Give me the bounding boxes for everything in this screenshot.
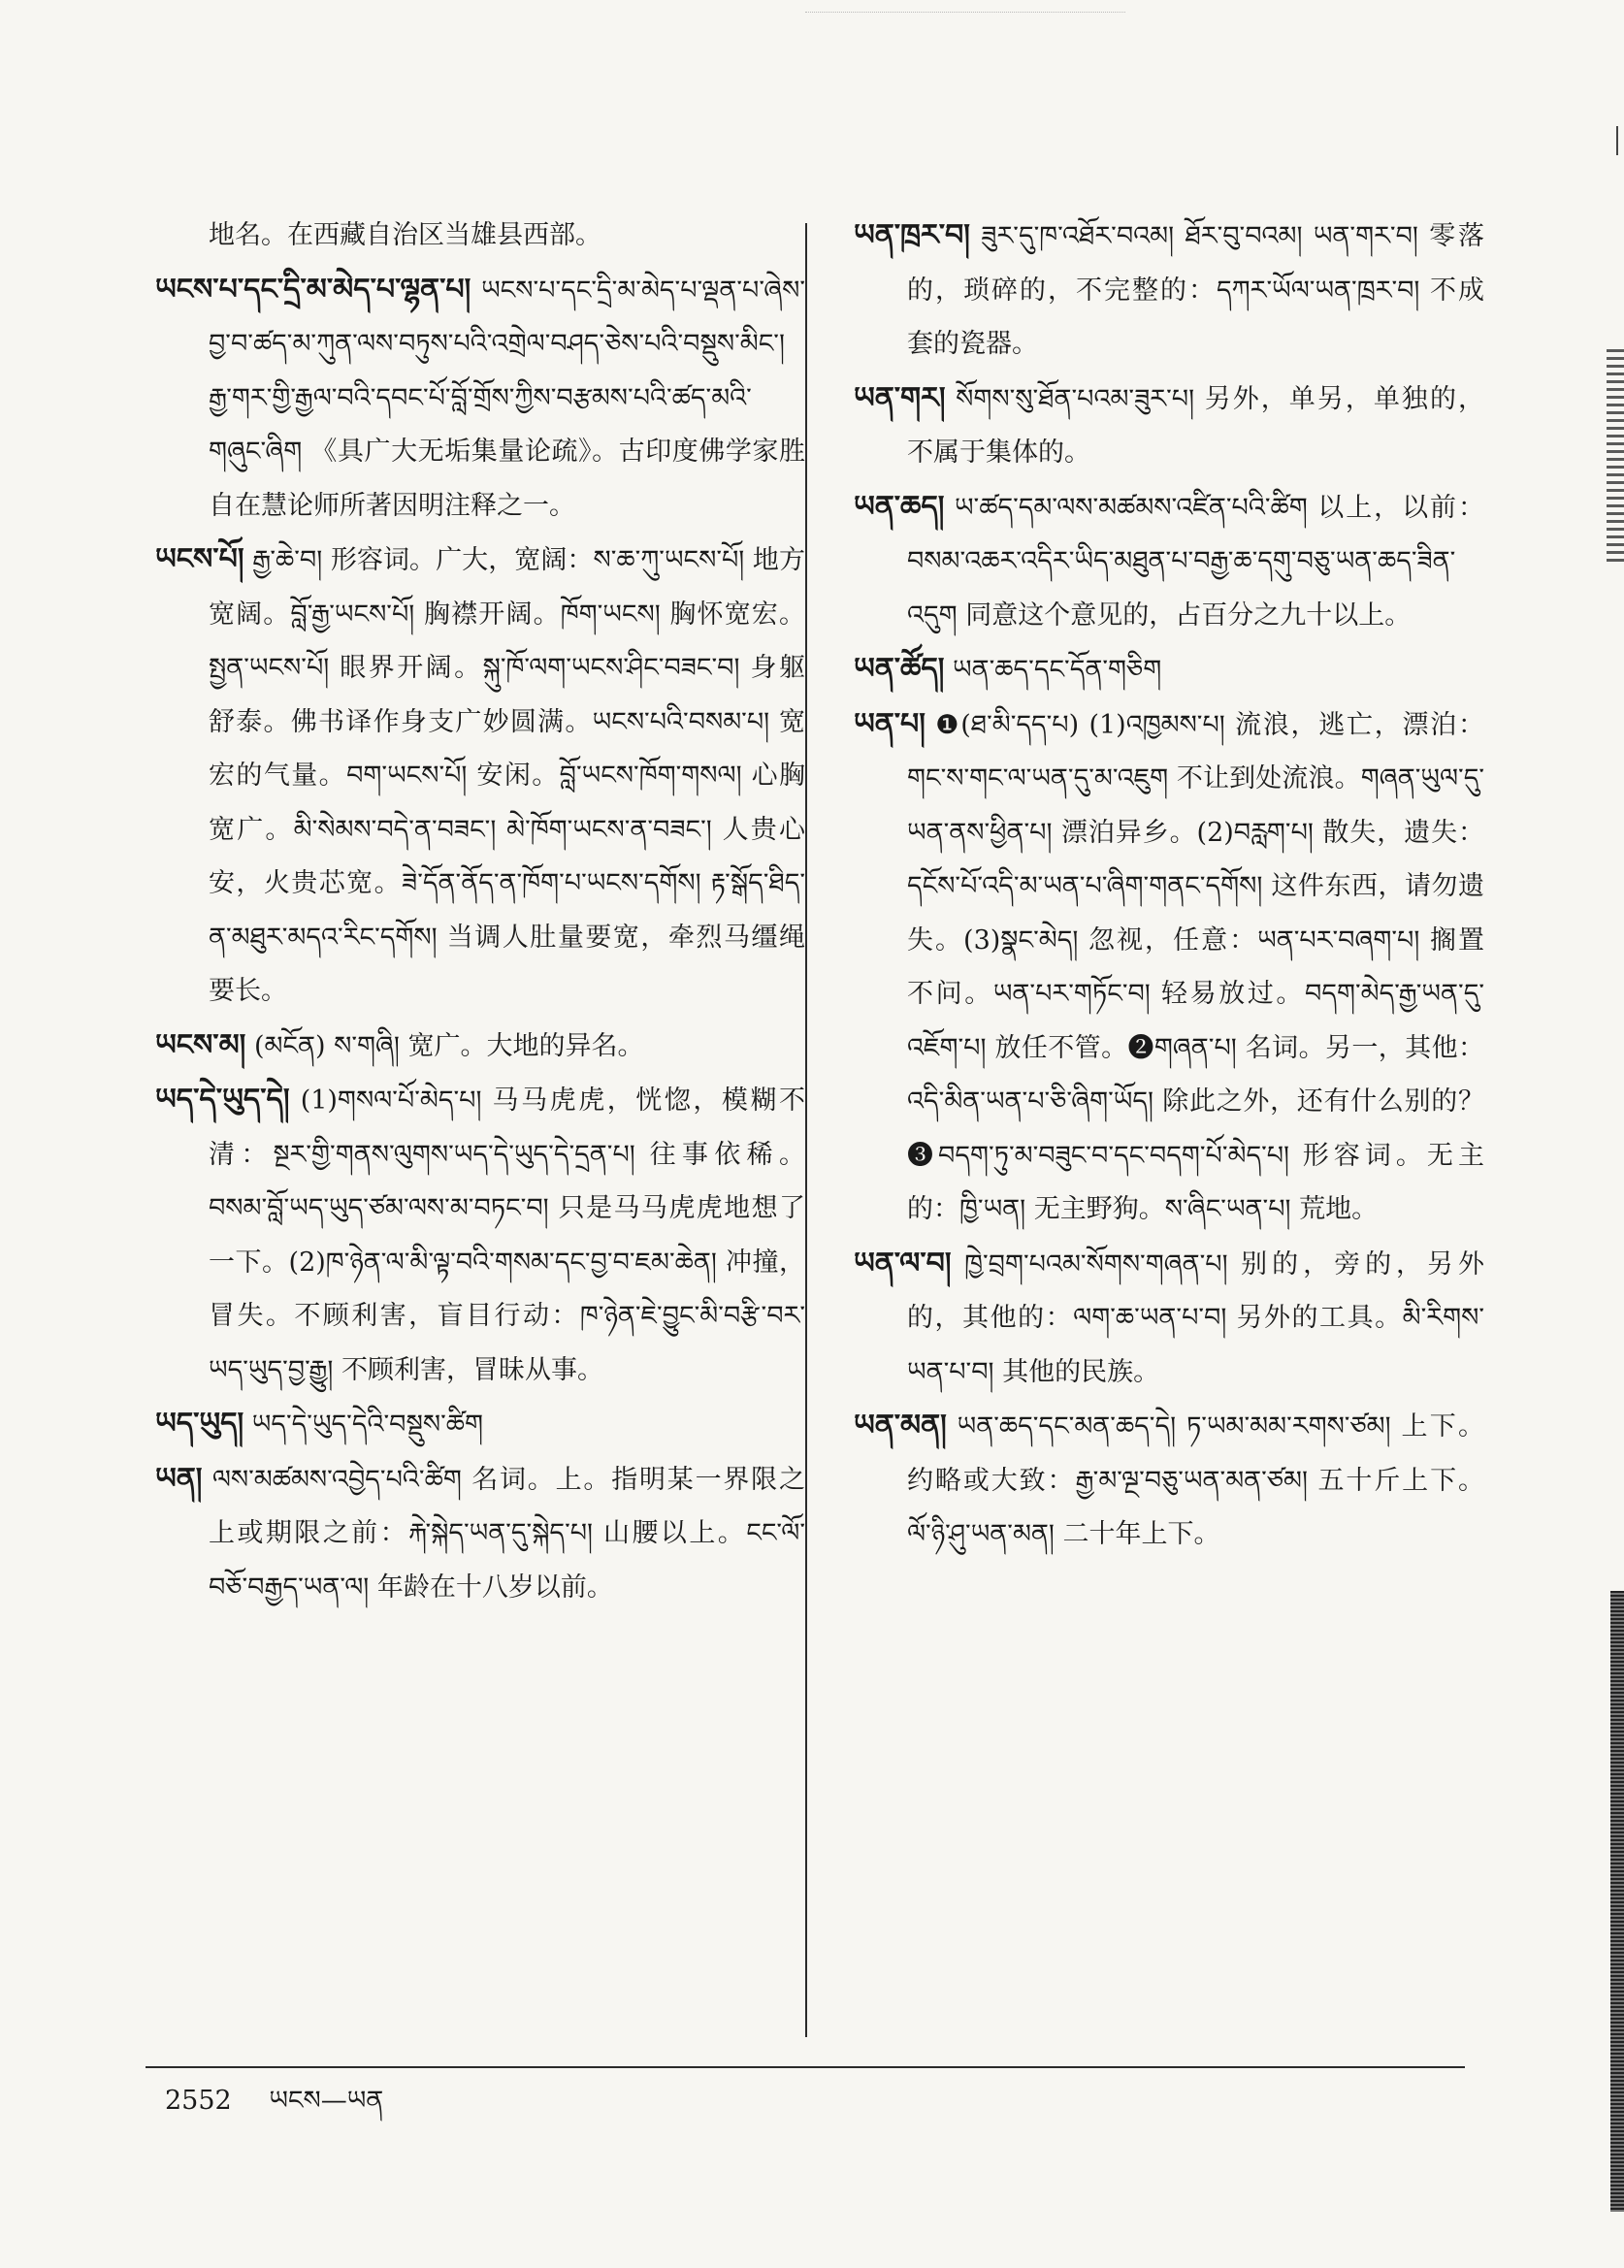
dictionary-entry (155, 263, 805, 534)
entry-text: ཟུར་དུ་ཁ་འཐོར་བའམ། ཐོར་བུ་བའམ། ཡན་གར་བ། 零落的，琐碎的，不完整的：དཀར་ཡོལ་ཡན་ཁྲར་བ། 不成套的瓷器。 (907, 221, 1484, 359)
page-footer (165, 2071, 412, 2145)
dictionary-entry (854, 480, 1484, 643)
entry-text: (མངོན) ས་གཞི། 宽广。大地的异名。 (253, 1030, 644, 1061)
entry-headword: ཡད་དེ་ཡུད་དེ། (155, 1083, 290, 1117)
entry-text: ཁྱེ་བྲག་པའམ་སོགས་གཞན་པ། 别的，旁的，另外的，其他的：ལག་ཆ་ཡན་པ་བ། 另外的工具。མི་རིགས་ཡན་པ་བ། 其他的民族。 (907, 1248, 1484, 1387)
entry-headword: ཡན་གར། (854, 380, 946, 415)
edge-thumb-index (1607, 349, 1624, 563)
dictionary-entry (854, 1399, 1484, 1562)
page-number: 2552 (165, 2086, 232, 2116)
entry-text: (1)གསལ་པོ་མེད་པ། 马马虎虎，恍惚，模糊不清：སྔར་གྱི་གནས་ལུགས་ཡད་དེ་ཡུད་དེ་དྲན་པ། 往事依稀。བསམ་བློ་ཡད་ཡུད་ཙམ་ལས་མ་བཏང་བ། 只是马马虎虎地想了一下。(2)ཁ་ཉེན་ལ་མི་ལྟ་བའི་གསམ་དང་བྱ་བ་ཇམ་ཆེན། 冲撞，冒失。不顾利害，盲目行动：ཁ་ཉེན་ཇེ་བྱུང་མི་བརྩི་བར་ཡད་ཡུད་བྱ་རྒྱུ། 不顾利害，冒昧从事。 (209, 1085, 806, 1385)
right-column (854, 209, 1484, 1562)
entry-continuation (155, 209, 805, 263)
top-scan-dots (805, 12, 1125, 13)
entry-headword: ཡངས་པོ། (155, 542, 244, 576)
entry-text: ཡན་ཆད་དང་མན་ཆད་དེ། ཏ་ཡམ་མམ་རགས་ཙམ། 上下。约略或大致：རྒྱ་མ་ལྔ་བཅུ་ཡན་མན་ཙམ། 五十斤上下。ལོ་ཉི་ཤུ་ཡན་མན། 二十年上下。 (907, 1411, 1484, 1549)
entry-text: རྒྱ་ཆེ་བ། 形容词。广大，宽阔：ས་ཆ་ཀུ་ཡངས་པོ། 地方宽阔。བློ་རྒྱ་ཡངས་པོ། 胸襟开阔。ཁོག་ཡངས། 胸怀宽宏。སྤྱན་ཡངས་པོ། 眼界开阔。སྐུ་ཁོ་ལག་ཡངས་ཤིང་བཟང་བ། 身躯舒泰。佛书译作身支广妙圆满。ཡངས་པའི་བསམ་པ། 宽宏的气量。བག་ཡངས་པོ། 安闲。བློ་ཡངས་ཁོག་གསལ། 心胸宽广。མི་སེམས་བདེ་ན་བཟང་། མེ་ཁོག་ཡངས་ན་བཟང་། 人贵心安，火贵芯宽。ཟེ་དོན་ནོད་ན་ཁོག་པ་ཡངས་དགོས། རྟ་སྒོད་ཐིད་ན་མཐུར་མདའ་རིང་དགོས། 当调人肚量要宽，牵烈马缰绳要长。 (209, 545, 805, 1006)
entry-headword: ཡན་པ། (854, 706, 926, 741)
entry-headword: ཡན་ལ་བ། (854, 1246, 952, 1280)
entry-headword: ཡན། (155, 1461, 203, 1496)
entry-text: ཡད་དེ་ཡུད་དེའི་བསྡུས་ཚིག (251, 1409, 484, 1440)
dictionary-entry (854, 209, 1484, 372)
entry-headword: ཡན་ཚོད། (854, 652, 945, 686)
entry-text: ཡངས་པ་དང་དྲི་མ་མེད་པ་ལྡན་པ་ཞེས་བྱ་བ་ཚད་མ་ཀུན་ལས་བཏུས་པའི་འགྲེལ་བཤད་ཅེས་པའི་བསྡུས་མིང་། རྒྱ་གར་གྱི་རྒྱལ་བའི་དབང་པོ་བློ་གྲོས་ཀྱིས་བརྩམས་པའི་ཚད་མའི་གཞུང་ཞིག 《具广大无垢集量论疏》。古印度佛学家胜自在慧论师所著因明注释之一。 (209, 275, 805, 521)
entry-text: 地名。在西藏自治区当雄县西部。 (209, 220, 601, 250)
entry-headword: ཡངས་པ་དང་དྲི་མ་མེད་པ་ལྷན་པ། (155, 272, 471, 307)
dictionary-entry (854, 697, 1484, 1237)
dictionary-entry (854, 642, 1484, 697)
entry-headword: ཡངས་མ། (155, 1027, 246, 1062)
dictionary-entry (854, 1237, 1484, 1400)
dictionary-entry (155, 1073, 805, 1397)
dictionary-entry (155, 1397, 805, 1452)
edge-binding-bar (1610, 1591, 1624, 2212)
entry-text: ཡན་ཆད་དང་དོན་གཅིག (953, 655, 1162, 685)
dictionary-entry (155, 533, 805, 1019)
entry-headword: ཡན་ཆད། (854, 489, 945, 524)
dictionary-entry (155, 1019, 805, 1074)
dictionary-entry (155, 1452, 805, 1615)
entry-headword: ཡན་ཁྲར་བ། (854, 218, 970, 252)
entry-text: ཡ་ཚད་དམ་ལས་མཚམས་འཛིན་པའི་ཚིག 以上，以前：བསམ་འཆར་འདིར་ཡིད་མཐུན་པ་བརྒྱ་ཆ་དགུ་བཅུ་ཡན་ཆད་ཟིན་འདུག 同意这个意见的，占百分之九十以上。 (907, 492, 1484, 631)
entry-text: ❶(ཐ་མི་དད་པ) (1)འཁྱམས་པ། 流浪，逃亡，漂泊：གང་ས་གང་ལ་ཡན་དུ་མ་འཇུག 不让到处流浪。གཞན་ཡུལ་དུ་ཡན་ནས་ཕྱིན་པ། 漂泊异乡。(2)བརླག་པ། 散失，遗失：དངོས་པོ་འདི་མ་ཡན་པ་ཞིག་གནང་དགོས། 这件东西，请勿遗失。(3)སྣང་མེད། 忽视，任意：ཡན་པར་བཞག་པ། 搁置不问。ཡན་པར་གཏོང་བ། 轻易放过。བདག་མེད་རྒྱ་ཡན་དུ་འཇོག་པ། 放任不管。❷གཞན་པ། 名词。另一，其他：འདི་མིན་ཡན་པ་ཅི་ཞིག་ཡོད། 除此之外，还有什么别的？❸བདག་ཏུ་མ་བཟུང་བ་དང་བདག་པོ་མེད་པ། 形容词。无主的：ཁྱི་ཡན། 无主野狗。ས་ཞིང་ཡན་པ། 荒地。 (907, 709, 1484, 1224)
entry-text: ལས་མཚམས་འབྱེད་པའི་ཚིག 名词。上。指明某一界限之上或期限之前：རྐེ་སྐེད་ཡན་དུ་སྐེད་པ། 山腰以上。ངང་ལོ་བཅོ་བརྒྱད་ཡན་ལ། 年龄在十八岁以前。 (209, 1464, 805, 1603)
entry-headword: ཡན་མན། (854, 1409, 947, 1442)
edge-mark-top (1607, 126, 1618, 155)
footer-rule (146, 2066, 1465, 2068)
entry-text: སོགས་སུ་ཐོན་པའམ་ཟུར་པ། 另外，单另，单独的，不属于集体的。 (907, 383, 1484, 468)
running-head: ཡངས—ཡན (269, 2086, 384, 2116)
left-column (155, 209, 805, 1614)
entry-headword: ཡད་ཡུད། (155, 1407, 244, 1441)
dictionary-entry (854, 372, 1484, 480)
column-divider (805, 223, 807, 2037)
